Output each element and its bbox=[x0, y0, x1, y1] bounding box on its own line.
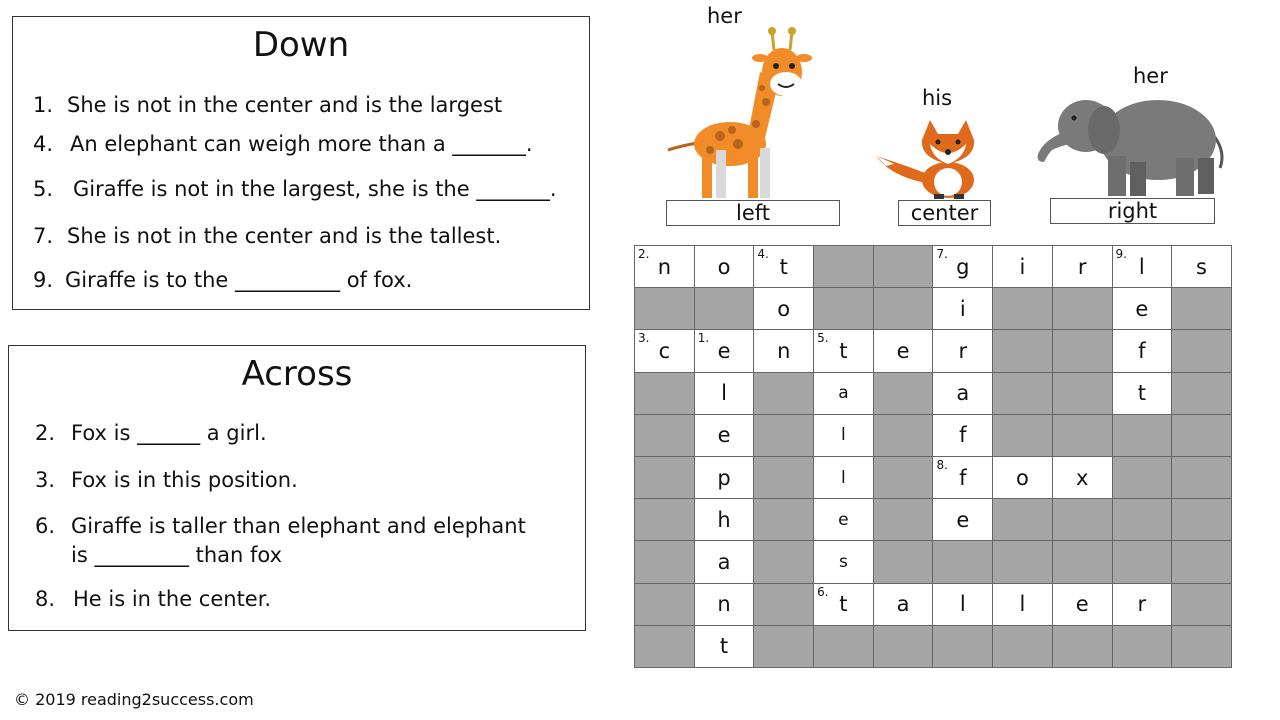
grid-cell-blocked bbox=[1052, 414, 1112, 456]
elephant-image bbox=[1030, 92, 1232, 200]
grid-cell-blocked bbox=[1052, 499, 1112, 541]
grid-cell bbox=[933, 330, 993, 372]
grid-cell bbox=[694, 414, 754, 456]
grid-cell-blocked bbox=[873, 625, 933, 667]
grid-cell bbox=[993, 583, 1053, 625]
grid-cell-blocked bbox=[993, 499, 1053, 541]
grid-cell-blocked bbox=[754, 583, 814, 625]
grid-cell-blocked bbox=[754, 456, 814, 498]
clue-number: 5. bbox=[33, 177, 54, 201]
grid-cell-letter: x bbox=[1075, 465, 1089, 490]
grid-cell-blocked bbox=[933, 625, 993, 667]
grid-cell-blocked bbox=[1172, 414, 1232, 456]
grid-cell-letter: n bbox=[717, 592, 731, 617]
grid-cell-blocked bbox=[1112, 499, 1172, 541]
position-label-right: right bbox=[1050, 198, 1215, 224]
grid-cell-blocked bbox=[1172, 541, 1232, 583]
grid-cell bbox=[933, 372, 993, 414]
grid-cell bbox=[694, 330, 754, 372]
grid-cell-blocked bbox=[993, 541, 1053, 583]
grid-cell-letter: r bbox=[1077, 254, 1087, 279]
grid-row bbox=[635, 414, 1232, 456]
grid-cell-letter: o bbox=[717, 254, 731, 279]
grid-cell bbox=[933, 499, 993, 541]
grid-cell-letter: a bbox=[838, 383, 849, 404]
grid-cell-blocked bbox=[873, 541, 933, 583]
grid-cell bbox=[635, 246, 695, 288]
grid-cell bbox=[993, 246, 1053, 288]
grid-cell-letter: e bbox=[1075, 592, 1089, 617]
grid-cell bbox=[694, 246, 754, 288]
giraffe-image bbox=[660, 24, 810, 202]
grid-cell-letter: a bbox=[956, 381, 970, 406]
down-clue-1 bbox=[33, 93, 502, 117]
grid-cell bbox=[694, 499, 754, 541]
grid-cell-blocked bbox=[1172, 372, 1232, 414]
grid-cell-blocked bbox=[993, 372, 1053, 414]
grid-cell-number: 4. bbox=[757, 247, 769, 261]
grid-cell bbox=[635, 330, 695, 372]
grid-cell-blocked bbox=[993, 414, 1053, 456]
copyright-text: © 2019 reading2success.com bbox=[14, 690, 254, 709]
grid-cell bbox=[814, 583, 874, 625]
clue-text: Giraffe is to the __________ of fox. bbox=[65, 268, 413, 292]
grid-cell-letter: a bbox=[896, 592, 910, 617]
grid-cell bbox=[694, 583, 754, 625]
grid-cell-blocked bbox=[814, 625, 874, 667]
grid-cell-number: 5. bbox=[817, 331, 829, 346]
clue-number: 1. bbox=[33, 93, 54, 117]
grid-cell-letter: t bbox=[839, 592, 848, 617]
grid-cell-blocked bbox=[1112, 625, 1172, 667]
grid-cell-letter: i bbox=[959, 296, 966, 321]
grid-cell bbox=[1112, 372, 1172, 414]
down-title: Down bbox=[252, 25, 350, 65]
grid-cell-letter: p bbox=[717, 465, 731, 490]
grid-cell bbox=[933, 456, 993, 498]
clue-text: An elephant can weigh more than a _______. bbox=[70, 132, 533, 156]
grid-cell bbox=[1112, 246, 1172, 288]
grid-cell-blocked bbox=[873, 414, 933, 456]
grid-cell bbox=[873, 330, 933, 372]
grid-cell bbox=[814, 414, 874, 456]
grid-row bbox=[635, 288, 1232, 330]
grid-cell bbox=[933, 583, 993, 625]
fox-pronoun: his bbox=[922, 86, 953, 110]
grid-cell-letter: l bbox=[721, 381, 727, 406]
grid-cell-blocked bbox=[1112, 541, 1172, 583]
grid-cell bbox=[1052, 246, 1112, 288]
grid-cell-letter: t bbox=[1137, 381, 1146, 406]
grid-cell bbox=[754, 246, 814, 288]
grid-cell bbox=[814, 456, 874, 498]
grid-cell-letter: n bbox=[657, 254, 671, 279]
grid-row bbox=[635, 246, 1232, 288]
grid-cell-number: 7. bbox=[936, 247, 948, 261]
crossword-grid bbox=[634, 245, 1232, 668]
grid-cell bbox=[754, 330, 814, 372]
clue-number: 7. bbox=[33, 224, 54, 248]
position-label-center: center bbox=[898, 200, 991, 226]
grid-cell-letter: l bbox=[959, 592, 966, 617]
clue-number: 9. bbox=[33, 268, 54, 292]
grid-cell-number: 6. bbox=[817, 584, 829, 599]
giraffe-drawing bbox=[668, 27, 812, 198]
grid-cell-letter: f bbox=[959, 423, 967, 448]
grid-cell-blocked bbox=[814, 288, 874, 330]
grid-cell-blocked bbox=[873, 456, 933, 498]
grid-cell-letter: s bbox=[1196, 254, 1207, 279]
fox-image bbox=[872, 118, 982, 200]
grid-cell bbox=[933, 414, 993, 456]
grid-cell-blocked bbox=[754, 372, 814, 414]
across-clue-6 bbox=[35, 514, 526, 538]
grid-cell bbox=[814, 499, 874, 541]
across-clue-2 bbox=[35, 421, 267, 445]
grid-row bbox=[635, 541, 1232, 583]
grid-cell bbox=[1112, 288, 1172, 330]
grid-row bbox=[635, 583, 1232, 625]
clue-number: 3. bbox=[35, 468, 56, 492]
grid-cell-blocked bbox=[1112, 414, 1172, 456]
grid-cell-number: 2. bbox=[638, 247, 650, 261]
grid-cell-letter: n bbox=[777, 338, 791, 363]
grid-cell bbox=[993, 456, 1053, 498]
grid-cell-blocked bbox=[1052, 288, 1112, 330]
clue-text: Giraffe is taller than elephant and elephant bbox=[71, 514, 526, 538]
grid-cell bbox=[1112, 330, 1172, 372]
grid-row bbox=[635, 625, 1232, 667]
grid-cell-blocked bbox=[993, 625, 1053, 667]
clue-text: He is in the center. bbox=[73, 587, 272, 611]
grid-cell-letter: a bbox=[717, 549, 731, 574]
position-label-left: left bbox=[666, 200, 840, 226]
grid-cell-blocked bbox=[635, 625, 695, 667]
grid-cell-letter: t bbox=[839, 338, 848, 363]
grid-cell-blocked bbox=[635, 583, 695, 625]
grid-cell-letter: f bbox=[1138, 338, 1146, 363]
clue-number: 6. bbox=[35, 514, 56, 538]
grid-cell bbox=[694, 372, 754, 414]
grid-cell bbox=[1172, 246, 1232, 288]
grid-cell-number: 8. bbox=[936, 457, 948, 472]
grid-cell-blocked bbox=[873, 246, 933, 288]
grid-cell-letter: h bbox=[717, 507, 731, 532]
grid-cell bbox=[1052, 456, 1112, 498]
clue-text: She is not in the center and is the largest bbox=[67, 93, 503, 117]
grid-cell-blocked bbox=[873, 288, 933, 330]
grid-cell-letter: i bbox=[1019, 254, 1026, 279]
grid-cell bbox=[1052, 583, 1112, 625]
grid-cell-blocked bbox=[754, 414, 814, 456]
grid-cell-blocked bbox=[1052, 330, 1112, 372]
grid-cell-letter: l bbox=[841, 467, 846, 488]
grid-cell-blocked bbox=[635, 456, 695, 498]
grid-cell-letter: r bbox=[958, 338, 968, 363]
grid-cell-blocked bbox=[635, 414, 695, 456]
grid-cell-number: 3. bbox=[638, 331, 650, 346]
clue-text: Fox is ______ a girl. bbox=[71, 421, 267, 445]
across-clue-6-line-2: is _________ than fox bbox=[71, 543, 283, 567]
grid-cell-letter: s bbox=[838, 551, 848, 572]
grid-cell-blocked bbox=[1052, 625, 1112, 667]
grid-row bbox=[635, 372, 1232, 414]
grid-cell-blocked bbox=[1172, 288, 1232, 330]
grid-row bbox=[635, 499, 1232, 541]
elephant-drawing bbox=[1038, 100, 1222, 196]
down-clues-box bbox=[12, 16, 590, 310]
across-clues-box bbox=[8, 345, 586, 631]
grid-cell-blocked bbox=[1172, 456, 1232, 498]
grid-cell bbox=[814, 330, 874, 372]
grid-cell-blocked bbox=[873, 499, 933, 541]
grid-cell-letter: r bbox=[1137, 592, 1147, 617]
across-clue-3 bbox=[35, 468, 298, 492]
grid-cell-letter: l bbox=[1138, 254, 1145, 279]
grid-cell-letter: g bbox=[956, 254, 970, 279]
grid-cell-letter: c bbox=[658, 338, 671, 363]
grid-cell-blocked bbox=[635, 372, 695, 414]
grid-cell-blocked bbox=[754, 541, 814, 583]
grid-cell bbox=[694, 456, 754, 498]
down-clue-7 bbox=[33, 224, 501, 248]
grid-cell-letter: e bbox=[717, 423, 731, 448]
clue-number: 4. bbox=[33, 132, 54, 156]
grid-cell-letter: t bbox=[719, 634, 729, 659]
grid-cell-blocked bbox=[1172, 583, 1232, 625]
grid-cell bbox=[754, 288, 814, 330]
grid-cell bbox=[933, 288, 993, 330]
clue-text: Giraffe is not in the largest, she is the _______. bbox=[73, 177, 557, 201]
grid-cell-letter: t bbox=[779, 254, 788, 279]
grid-cell-blocked bbox=[635, 288, 695, 330]
grid-cell-blocked bbox=[873, 372, 933, 414]
grid-cell-letter: f bbox=[959, 465, 967, 490]
grid-cell-letter: e bbox=[717, 338, 731, 363]
grid-cell-blocked bbox=[1172, 330, 1232, 372]
grid-cell-blocked bbox=[993, 330, 1053, 372]
grid-cell-blocked bbox=[1172, 625, 1232, 667]
grid-cell-blocked bbox=[1172, 499, 1232, 541]
grid-cell-blocked bbox=[635, 541, 695, 583]
elephant-pronoun: her bbox=[1133, 64, 1168, 88]
grid-cell bbox=[1112, 583, 1172, 625]
grid-cell bbox=[933, 246, 993, 288]
grid-cell-letter: o bbox=[777, 296, 791, 321]
down-clue-9 bbox=[33, 268, 412, 292]
across-clue-8 bbox=[35, 587, 271, 611]
grid-cell-blocked bbox=[1052, 372, 1112, 414]
grid-cell bbox=[694, 625, 754, 667]
clue-text: She is not in the center and is the tallest. bbox=[67, 224, 502, 248]
grid-cell-blocked bbox=[1112, 456, 1172, 498]
grid-cell-blocked bbox=[1052, 541, 1112, 583]
clue-text: Fox is in this position. bbox=[71, 468, 298, 492]
grid-cell-number: 1. bbox=[697, 331, 710, 346]
grid-cell-letter: e bbox=[838, 509, 849, 530]
grid-cell-letter: o bbox=[1016, 465, 1029, 490]
grid-cell-blocked bbox=[993, 288, 1053, 330]
grid-cell bbox=[814, 541, 874, 583]
grid-cell bbox=[873, 583, 933, 625]
grid-row bbox=[635, 456, 1232, 498]
down-clue-5 bbox=[33, 177, 557, 201]
grid-cell-blocked bbox=[933, 541, 993, 583]
grid-cell-blocked bbox=[754, 625, 814, 667]
grid-row bbox=[635, 330, 1232, 372]
across-title: Across bbox=[241, 354, 353, 394]
grid-cell bbox=[694, 541, 754, 583]
grid-cell-blocked bbox=[814, 246, 874, 288]
grid-cell-letter: e bbox=[1135, 296, 1149, 321]
grid-cell-blocked bbox=[694, 288, 754, 330]
grid-cell-blocked bbox=[635, 499, 695, 541]
grid-cell-blocked bbox=[754, 499, 814, 541]
grid-cell-letter: l bbox=[1019, 592, 1026, 617]
grid-cell-letter: e bbox=[956, 507, 970, 532]
clue-number: 2. bbox=[35, 421, 56, 445]
grid-cell-letter: e bbox=[896, 338, 910, 363]
grid-cell-letter: l bbox=[841, 425, 846, 446]
down-clue-4 bbox=[33, 132, 533, 156]
giraffe-pronoun: her bbox=[707, 4, 742, 28]
grid-cell bbox=[814, 372, 874, 414]
grid-cell-number: 9. bbox=[1115, 247, 1127, 261]
clue-number: 8. bbox=[35, 587, 56, 611]
fox-drawing bbox=[876, 120, 974, 199]
